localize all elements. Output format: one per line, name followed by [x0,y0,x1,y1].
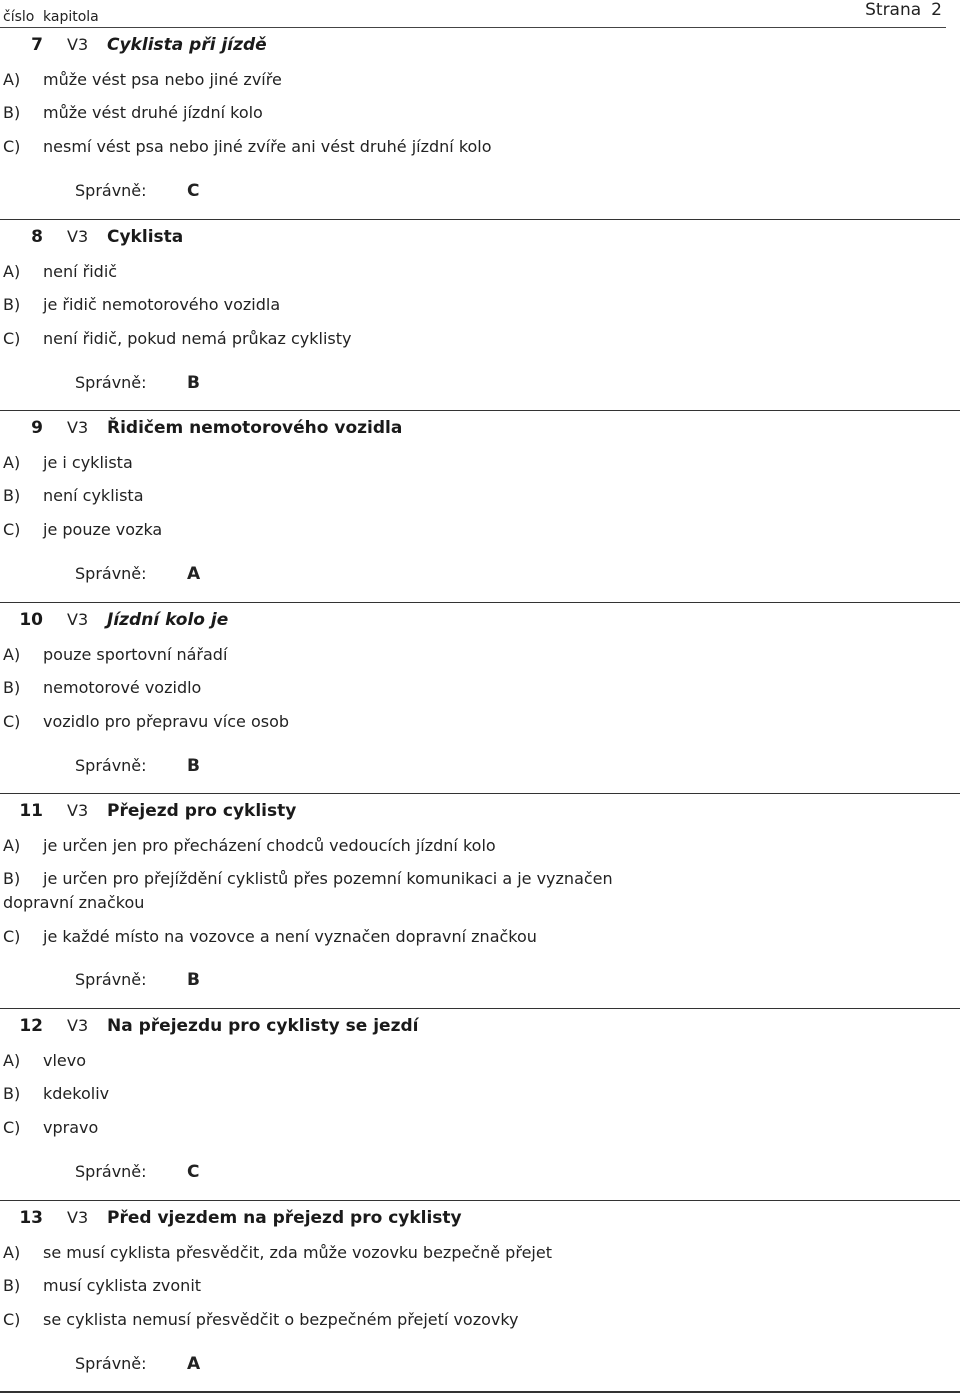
option-b [3,1274,940,1298]
option-letter: A) [3,1049,43,1073]
question-title: Cyklista při jízdě [107,35,267,55]
option-letter: C) [3,1308,43,1332]
option-c [3,710,940,734]
option-letter: A) [3,1241,43,1265]
answer-row [75,564,200,584]
option-text: vlevo [43,1051,86,1070]
question-number: 7 [0,35,43,55]
option-letter: A) [3,643,43,667]
option-text: vozidlo pro přepravu více osob [43,712,289,731]
option-letter: B) [3,1274,43,1298]
question-chapter: V3 [67,610,88,629]
option-letter: A) [3,451,43,475]
answer-row [75,756,200,776]
question-block [0,220,960,412]
answer-label: Správně: [75,373,187,392]
option-b [3,101,940,125]
option-letter: A) [3,68,43,92]
answer-value: C [187,181,199,201]
question-block [0,28,960,220]
option-c [3,925,940,949]
option-c [3,135,940,159]
option-b [3,1082,940,1106]
option-text: se cyklista nemusí přesvědčit o bezpečném přejetí vozovky [43,1310,519,1329]
question-block [0,411,960,603]
answer-label: Správně: [75,1354,187,1373]
option-c [3,1116,940,1140]
option-a [3,1241,940,1265]
option-letter: A) [3,260,43,284]
column-label-chapter: kapitola [43,9,99,25]
option-text: není cyklista [43,486,144,505]
question-title: Přejezd pro cyklisty [107,801,296,821]
option-c [3,518,940,542]
option-letter: B) [3,676,43,700]
question-title: Na přejezdu pro cyklisty se jezdí [107,1016,418,1036]
answer-row [75,970,200,990]
option-c [3,1308,940,1332]
question-chapter: V3 [67,1208,88,1227]
answer-value: B [187,756,200,776]
page-number: 2 [931,0,942,20]
option-letter: C) [3,925,43,949]
option-letter: B) [3,101,43,125]
option-a [3,68,940,92]
question-number: 13 [0,1208,43,1228]
option-a [3,834,940,858]
option-text: je určen jen pro přecházení chodců vedoucích jízdní kolo [43,836,496,855]
option-text: není řidič [43,262,117,281]
question-title: Před vjezdem na přejezd pro cyklisty [107,1208,462,1228]
page-label: Strana [865,0,921,20]
question-number: 8 [0,227,43,247]
page-indicator [865,0,942,20]
question-title: Jízdní kolo je [107,610,228,630]
option-c [3,327,940,351]
option-b [3,867,620,915]
option-b [3,676,940,700]
question-block [0,794,960,1009]
option-text: pouze sportovní nářadí [43,645,227,664]
option-b [3,293,940,317]
option-letter: C) [3,710,43,734]
option-letter: B) [3,1082,43,1106]
option-text: není řidič, pokud nemá průkaz cyklisty [43,329,351,348]
option-text: musí cyklista zvonit [43,1276,201,1295]
question-chapter: V3 [67,1016,88,1035]
option-text: nesmí vést psa nebo jiné zvíře ani vést druhé jízdní kolo [43,137,492,156]
option-letter: B) [3,484,43,508]
answer-value: B [187,970,200,990]
option-letter: B) [3,867,43,891]
option-text: se musí cyklista přesvědčit, zda může vozovku bezpečně přejet [43,1243,552,1262]
question-chapter: V3 [67,227,88,246]
answer-value: C [187,1162,199,1182]
option-letter: C) [3,1116,43,1140]
option-text: může vést druhé jízdní kolo [43,103,263,122]
question-number: 11 [0,801,43,821]
option-text: je pouze vozka [43,520,162,539]
option-text: je i cyklista [43,453,133,472]
answer-label: Správně: [75,970,187,989]
page-header [0,0,960,28]
answer-row [75,1162,199,1182]
question-number: 9 [0,418,43,438]
option-letter: C) [3,135,43,159]
option-letter: A) [3,834,43,858]
answer-label: Správně: [75,756,187,775]
answer-row [75,373,200,393]
question-block [0,1009,960,1201]
answer-label: Správně: [75,181,187,200]
answer-value: B [187,373,200,393]
option-letter: C) [3,327,43,351]
answer-row [75,1354,200,1374]
question-number: 10 [0,610,43,630]
column-label-number: číslo [3,9,34,25]
option-text: nemotorové vozidlo [43,678,201,697]
option-text: vpravo [43,1118,98,1137]
option-a [3,1049,940,1073]
option-a [3,451,940,475]
option-text: je řidič nemotorového vozidla [43,295,280,314]
option-text: je určen pro přejíždění cyklistů přes pozemní komunikaci a je vyznačen dopravní značkou [3,869,613,912]
answer-value: A [187,564,200,584]
option-text: je každé místo na vozovce a není vyznačen dopravní značkou [43,927,537,946]
question-chapter: V3 [67,35,88,54]
option-b [3,484,940,508]
option-a [3,260,940,284]
answer-row [75,181,199,201]
option-letter: B) [3,293,43,317]
question-number: 12 [0,1016,43,1036]
answer-label: Správně: [75,1162,187,1181]
option-text: může vést psa nebo jiné zvíře [43,70,282,89]
question-title: Cyklista [107,227,183,247]
question-block [0,1201,960,1393]
question-chapter: V3 [67,801,88,820]
question-chapter: V3 [67,418,88,437]
question-block [0,603,960,795]
question-title: Řidičem nemotorového vozidla [107,418,402,438]
answer-label: Správně: [75,564,187,583]
answer-value: A [187,1354,200,1374]
option-letter: C) [3,518,43,542]
question-list [0,28,960,1393]
option-text: kdekoliv [43,1084,109,1103]
option-a [3,643,940,667]
